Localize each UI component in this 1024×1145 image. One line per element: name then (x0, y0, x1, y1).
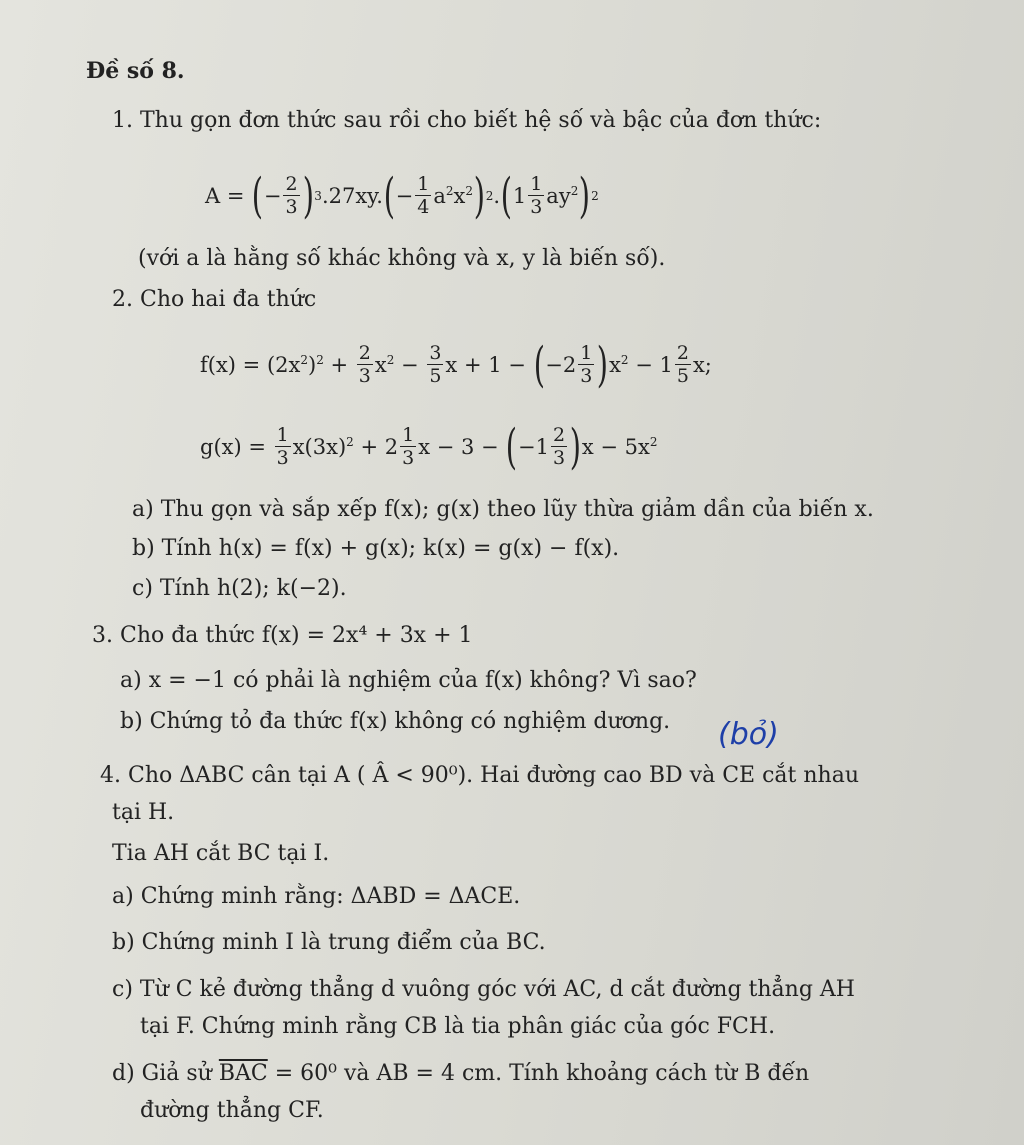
q2-a: a) Thu gọn và sắp xếp f(x); g(x) theo lũy thừa giảm dần của biến x. (132, 497, 874, 522)
q4-b: b) Chứng minh I là trung điểm của BC. (112, 930, 546, 955)
q1-formula: A = ( − $\frac{2}{3}$ ) 3 .27xy. ( − $\frac{1}{4}$ $a^2x^2$ ) 2 . ( 1 $\frac{1}{3}$ $ay^2$ ) 2 (205, 168, 599, 224)
q4-text-2: tại H. (112, 800, 175, 825)
q4-a: a) Chứng minh rằng: ΔABD = ΔACE. (112, 884, 521, 909)
q4-c-2: tại F. Chứng minh rằng CB là tia phân giác của góc FCH. (140, 1014, 776, 1039)
handwritten-note: (bỏ) (718, 717, 779, 752)
q1-text: 1. Thu gọn đơn thức sau rồi cho biết hệ số và bậc của đơn thức: (112, 108, 822, 133)
angle-bac: $\overline{BAC}$ (218, 1061, 268, 1086)
page-title: Đề số 8. (86, 58, 185, 84)
q4-d-rest: = 60⁰ và AB = 4 cm. Tính khoảng cách từ B đến (267, 1061, 810, 1086)
q4-d-prefix: d) Giả sử (112, 1061, 219, 1086)
q2-c: c) Tính h(2); k(−2). (132, 576, 347, 601)
q1-note: (với a là hằng số khác không và x, y là biến số). (138, 246, 666, 271)
q3-text: 3. Cho đa thức f(x) = 2x⁴ + 3x + 1 (92, 623, 473, 648)
q3-b: b) Chứng tỏ đa thức f(x) không có nghiệm dương. (120, 709, 671, 734)
q3-a: a) x = −1 có phải là nghiệm của f(x) không? Vì sao? (120, 668, 697, 693)
q2-text: 2. Cho hai đa thức (112, 287, 317, 312)
q4-text-1: 4. Cho ΔABC cân tại A ( Â < 90⁰). Hai đường cao BD và CE cắt nhau (100, 763, 859, 788)
q4-d-2: đường thẳng CF. (140, 1098, 324, 1123)
q4-c-1: c) Từ C kẻ đường thẳng d vuông góc với AC, d cắt đường thẳng AH (112, 977, 855, 1002)
q2-g-formula: g(x) = $\frac{1}{3}$ $x(3x)^2 + 2$ $\frac{1}{3}$ x − 3 − ( −1 $\frac{2}{3}$ ) $x - 5x^2$ (200, 419, 658, 475)
q4-d-1 (112, 1060, 809, 1088)
q2-b: b) Tính h(x) = f(x) + g(x); k(x) = g(x) − f(x). (132, 536, 620, 561)
q4-text-3: Tia AH cắt BC tại I. (112, 841, 330, 866)
q2-f-formula: $f(x) = (2x^2)^2$ + $\frac{2}{3}$ $x^2$ − $\frac{3}{5}$ x + 1 − ( −2 $\frac{1}{3}$ ) $x^2 - 1$ $\frac{2}{5}$ x; (200, 337, 712, 393)
